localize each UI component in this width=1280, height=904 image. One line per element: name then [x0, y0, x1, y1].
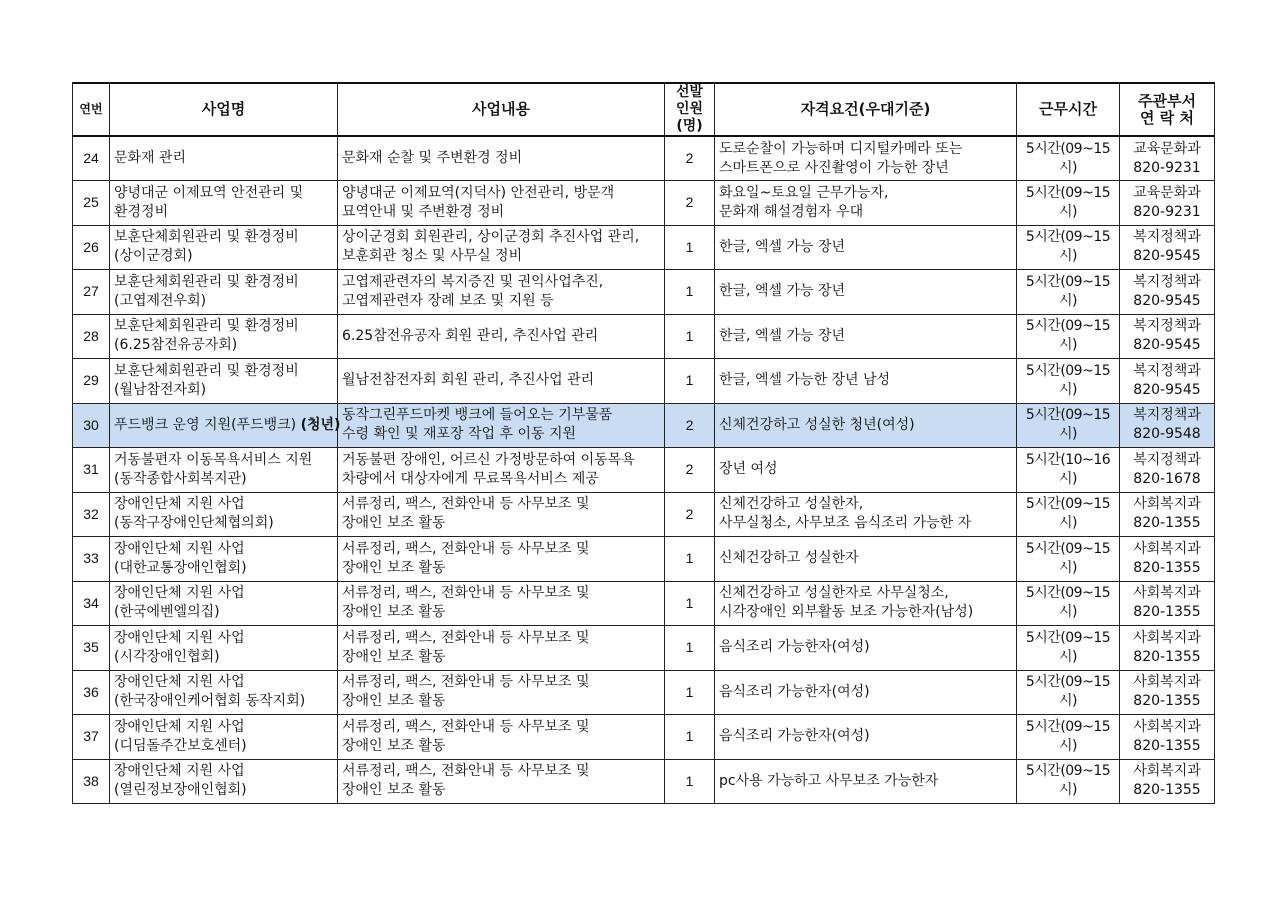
- project-description: [338, 403, 665, 448]
- project-name-line: 장애인단체 지원 사업: [114, 496, 245, 513]
- department-phone: 820-9231: [1133, 203, 1201, 220]
- row-number: 38: [73, 759, 110, 804]
- row-number: 25: [73, 181, 110, 226]
- project-description: [338, 626, 665, 671]
- description-line: 상이군경회 회원관리, 상이군경회 추진사업 관리,: [342, 229, 640, 246]
- project-name: [110, 136, 338, 181]
- department-name: 복지정책과: [1133, 273, 1201, 290]
- header-hours: 근무시간: [1017, 83, 1120, 136]
- project-name: [110, 670, 338, 715]
- table-row: [73, 225, 1215, 270]
- qualification: [715, 359, 1017, 404]
- project-name-line: (상이군경회): [114, 248, 193, 265]
- department-contact: [1120, 448, 1215, 493]
- header-count: 선발 인원 (명): [665, 83, 715, 136]
- table-row: [73, 359, 1215, 404]
- qualification-line: 한글, 엑셀 가능한 장년 남성: [719, 372, 891, 389]
- project-name-line: 보훈단체회원관리 및 환경정비: [114, 318, 299, 335]
- project-description: [338, 537, 665, 582]
- department-contact: [1120, 537, 1215, 582]
- description-line: 6.25참전유공자 회원 관리, 추진사업 관리: [342, 327, 599, 344]
- description-line: 묘역안내 및 주변환경 정비: [342, 203, 505, 220]
- project-description: [338, 181, 665, 226]
- department-phone: 820-1355: [1133, 604, 1201, 621]
- project-name-line: (열린정보장애인협회): [114, 782, 247, 799]
- selection-count: 1: [665, 759, 715, 804]
- description-line: 문화재 순찰 및 주변환경 정비: [342, 150, 523, 166]
- department-name: 교육문화과: [1133, 184, 1201, 201]
- header-no: 연번: [73, 83, 110, 136]
- work-hours: 5시간(09~15시): [1017, 759, 1120, 804]
- work-hours: 5시간(09~15시): [1017, 181, 1120, 226]
- selection-count: 2: [665, 181, 715, 226]
- description-line: 장애인 보조 활동: [342, 782, 446, 799]
- table-row: [73, 270, 1215, 315]
- youth-tag: (청년): [300, 416, 341, 433]
- table-row: [73, 181, 1215, 226]
- qualification: [715, 448, 1017, 493]
- department-name: 사회복지과: [1133, 585, 1201, 602]
- project-description: [338, 270, 665, 315]
- project-description: [338, 225, 665, 270]
- work-hours: 5시간(09~15시): [1017, 670, 1120, 715]
- department-phone: 820-9548: [1133, 426, 1201, 443]
- row-number: 32: [73, 492, 110, 537]
- department-name: 사회복지과: [1133, 763, 1201, 780]
- qualification-line: 신체건강하고 성실한자,: [719, 496, 864, 513]
- table-row: [73, 537, 1215, 582]
- project-name: [110, 314, 338, 359]
- qualification: [715, 626, 1017, 671]
- project-name: [110, 359, 338, 404]
- description-line: 서류정리, 팩스, 전화안내 등 사무보조 및: [342, 763, 590, 780]
- row-number: 28: [73, 314, 110, 359]
- selection-count: 1: [665, 359, 715, 404]
- description-line: 장애인 보조 활동: [342, 737, 446, 754]
- header-name: 사업명: [110, 83, 338, 136]
- row-number: 24: [73, 136, 110, 181]
- description-line: 보훈회관 청소 및 사무실 정비: [342, 248, 523, 265]
- department-name: 복지정책과: [1133, 362, 1201, 379]
- work-hours: 5시간(09~15시): [1017, 136, 1120, 181]
- department-phone: 820-1678: [1133, 470, 1201, 487]
- selection-count: 1: [665, 626, 715, 671]
- row-number: 27: [73, 270, 110, 315]
- project-name: [110, 403, 341, 448]
- project-name-line: 보훈단체회원관리 및 환경정비: [114, 229, 299, 246]
- project-description: [338, 670, 665, 715]
- project-name: [110, 181, 338, 226]
- work-hours: 5시간(09~15시): [1017, 314, 1120, 359]
- project-name: [110, 225, 338, 270]
- work-hours: 5시간(09~15시): [1017, 270, 1120, 315]
- project-name-line: 보훈단체회원관리 및 환경정비: [114, 362, 299, 379]
- description-line: 장애인 보조 활동: [342, 559, 446, 576]
- qualification-line: 문화재 해설경험자 우대: [719, 203, 864, 220]
- project-description: [338, 759, 665, 804]
- qualification-line: 사무실청소, 사무보조 음식조리 가능한 자: [719, 515, 972, 532]
- department-phone: 820-9545: [1133, 337, 1201, 354]
- department-name: 복지정책과: [1133, 318, 1201, 335]
- project-name: [110, 492, 338, 537]
- description-line: 서류정리, 팩스, 전화안내 등 사무보조 및: [342, 540, 590, 557]
- qualification: [715, 759, 1017, 804]
- work-hours: 5시간(09~15시): [1017, 715, 1120, 760]
- description-line: 서류정리, 팩스, 전화안내 등 사무보조 및: [342, 496, 590, 513]
- qualification: [715, 314, 1017, 359]
- project-name-line: (시각장애인협회): [114, 648, 220, 665]
- row-number: 34: [73, 581, 110, 626]
- work-hours: 5시간(09~15시): [1017, 492, 1120, 537]
- selection-count: 2: [665, 492, 715, 537]
- department-contact: [1120, 715, 1215, 760]
- project-name-line: 환경정비: [114, 203, 169, 220]
- project-description: [338, 492, 665, 537]
- project-description: [338, 359, 665, 404]
- project-name-line: [114, 416, 341, 435]
- qualification-line: 도로순찰이 가능하며 디지털카메라 또는: [719, 140, 963, 157]
- project-description: [338, 715, 665, 760]
- row-number: 35: [73, 626, 110, 671]
- department-name: 복지정책과: [1133, 407, 1201, 424]
- project-name-line: 보훈단체회원관리 및 환경정비: [114, 273, 299, 290]
- table-header-row: [73, 83, 1215, 136]
- project-name: [110, 537, 338, 582]
- qualification-line: 음식조리 가능한자(여성): [719, 639, 870, 656]
- work-hours: 5시간(09~15시): [1017, 403, 1120, 448]
- qualification: [715, 136, 1017, 181]
- project-name: [110, 626, 338, 671]
- department-name: 교육문화과: [1133, 140, 1201, 157]
- department-name: 복지정책과: [1133, 451, 1201, 468]
- description-line: 서류정리, 팩스, 전화안내 등 사무보조 및: [342, 629, 590, 646]
- qualification: [715, 270, 1017, 315]
- qualification: [715, 492, 1017, 537]
- qualification-line: 장년 여성: [719, 461, 778, 478]
- project-description: [338, 581, 665, 626]
- project-name-line: 장애인단체 지원 사업: [114, 629, 245, 646]
- project-name-line: (디딤돌주간보호센터): [114, 737, 247, 754]
- department-phone: 820-1355: [1133, 515, 1201, 532]
- project-name-line: (동작구장애인단체협의회): [114, 515, 274, 532]
- project-name-line: (대한교통장애인협회): [114, 559, 247, 576]
- work-hours: 5시간(09~15시): [1017, 581, 1120, 626]
- selection-count: 1: [665, 581, 715, 626]
- qualification-line: pc사용 가능하고 사무보조 가능한자: [719, 772, 939, 789]
- description-line: 서류정리, 팩스, 전화안내 등 사무보조 및: [342, 585, 590, 602]
- department-phone: 820-9545: [1133, 292, 1201, 309]
- department-name: 복지정책과: [1133, 229, 1201, 246]
- project-name: [110, 581, 338, 626]
- table-row: [73, 581, 1215, 626]
- department-phone: 820-1355: [1133, 693, 1201, 710]
- qualification: [715, 181, 1017, 226]
- description-line: 장애인 보조 활동: [342, 515, 446, 532]
- work-hours: 5시간(09~15시): [1017, 626, 1120, 671]
- department-phone: 820-1355: [1133, 559, 1201, 576]
- job-table: [72, 82, 1215, 804]
- department-name: 사회복지과: [1133, 496, 1201, 513]
- project-name-line: 양녕대군 이제묘역 안전관리 및: [114, 184, 304, 201]
- department-contact: [1120, 314, 1215, 359]
- department-contact: [1120, 270, 1215, 315]
- selection-count: 1: [665, 670, 715, 715]
- description-line: 장애인 보조 활동: [342, 604, 446, 621]
- project-description: [338, 136, 665, 181]
- department-contact: [1120, 403, 1215, 448]
- department-phone: 820-1355: [1133, 737, 1201, 754]
- qualification-line: 신체건강하고 성실한자로 사무실청소,: [719, 585, 949, 602]
- qualification-line: 시각장애인 외부활동 보조 가능한자(남성): [719, 604, 974, 621]
- selection-count: 1: [665, 225, 715, 270]
- department-contact: [1120, 581, 1215, 626]
- qualification-line: 음식조리 가능한자(여성): [719, 728, 870, 745]
- table-row: [73, 492, 1215, 537]
- department-contact: [1120, 759, 1215, 804]
- project-name-line: 문화재 관리: [114, 150, 187, 166]
- description-line: 장애인 보조 활동: [342, 648, 446, 665]
- project-name: [110, 270, 338, 315]
- row-number: 31: [73, 448, 110, 493]
- project-name: [110, 715, 338, 760]
- department-name: 사회복지과: [1133, 718, 1201, 735]
- project-name-line: 장애인단체 지원 사업: [114, 763, 245, 780]
- department-name: 사회복지과: [1133, 629, 1201, 646]
- table-row: [73, 314, 1215, 359]
- department-contact: [1120, 225, 1215, 270]
- qualification-line: 신체건강하고 성실한자: [719, 550, 859, 567]
- selection-count: 2: [665, 448, 715, 493]
- project-name-line: (동작종합사회복지관): [114, 470, 247, 487]
- department-name: 사회복지과: [1133, 674, 1201, 691]
- description-line: 동작그린푸드마켓 뱅크에 들어오는 기부물품: [342, 407, 613, 424]
- qualification: [715, 670, 1017, 715]
- department-phone: 820-9231: [1133, 159, 1201, 176]
- qualification-line: 화요일~토요일 근무가능자,: [719, 184, 889, 201]
- row-number: 36: [73, 670, 110, 715]
- qualification-line: 한글, 엑셀 가능 장년: [719, 238, 845, 255]
- department-contact: [1120, 181, 1215, 226]
- header-desc: 사업내용: [338, 83, 665, 136]
- project-name-line: (고엽제전우회): [114, 292, 207, 309]
- work-hours: 5시간(09~15시): [1017, 359, 1120, 404]
- qualification: [715, 403, 1017, 448]
- department-phone: 820-1355: [1133, 648, 1201, 665]
- description-line: 서류정리, 팩스, 전화안내 등 사무보조 및: [342, 674, 590, 691]
- header-qual: 자격요건(우대기준): [715, 83, 1017, 136]
- work-hours: 5시간(09~15시): [1017, 537, 1120, 582]
- description-line: 수령 확인 및 재포장 작업 후 이동 지원: [342, 426, 577, 443]
- project-name-line: 장애인단체 지원 사업: [114, 718, 245, 735]
- project-description: [338, 314, 665, 359]
- department-contact: [1120, 492, 1215, 537]
- qualification-line: 한글, 엑셀 가능 장년: [719, 283, 845, 300]
- department-contact: [1120, 359, 1215, 404]
- selection-count: 1: [665, 314, 715, 359]
- row-number: 37: [73, 715, 110, 760]
- work-hours: 5시간(09~15시): [1017, 225, 1120, 270]
- project-name-line: 장애인단체 지원 사업: [114, 540, 245, 557]
- project-name-line: (6.25참전유공자회): [114, 337, 238, 354]
- project-name-line: 거동불편자 이동목욕서비스 지원: [114, 451, 313, 468]
- project-name-line: (한국에벤엘의집): [114, 604, 220, 621]
- table-row: [73, 715, 1215, 760]
- project-name-line: (한국장애인케어협회 동작지회): [114, 693, 306, 710]
- qualification: [715, 537, 1017, 582]
- selection-count: 1: [665, 715, 715, 760]
- row-number: 30: [73, 403, 110, 448]
- department-name: 사회복지과: [1133, 540, 1201, 557]
- selection-count: 1: [665, 537, 715, 582]
- project-description: [338, 448, 665, 493]
- project-name-line: 장애인단체 지원 사업: [114, 674, 245, 691]
- description-line: 월남전참전자회 회원 관리, 추진사업 관리: [342, 372, 595, 389]
- row-number: 26: [73, 225, 110, 270]
- table-row: [73, 448, 1215, 493]
- project-name-text: 푸드뱅크 운영 지원(푸드뱅크): [114, 416, 297, 433]
- selection-count: 2: [665, 136, 715, 181]
- department-contact: [1120, 626, 1215, 671]
- project-name-line: (월남참전자회): [114, 381, 207, 398]
- description-line: 서류정리, 팩스, 전화안내 등 사무보조 및: [342, 718, 590, 735]
- row-number: 29: [73, 359, 110, 404]
- qualification: [715, 715, 1017, 760]
- row-number: 33: [73, 537, 110, 582]
- qualification-line: 한글, 엑셀 가능 장년: [719, 327, 845, 344]
- description-line: 고엽제관련자 장례 보조 및 지원 등: [342, 292, 554, 309]
- description-line: 양녕대군 이제묘역(지덕사) 안전관리, 방문객: [342, 184, 615, 201]
- selection-count: 1: [665, 270, 715, 315]
- department-phone: 820-9545: [1133, 248, 1201, 265]
- description-line: 장애인 보조 활동: [342, 693, 446, 710]
- description-line: 거동불편 장애인, 어르신 가정방문하여 이동목욕: [342, 451, 635, 468]
- project-name: [110, 759, 338, 804]
- department-phone: 820-1355: [1133, 782, 1201, 799]
- qualification: [715, 581, 1017, 626]
- work-hours: 5시간(10~16시): [1017, 448, 1120, 493]
- table-row: [73, 626, 1215, 671]
- description-line: 차량에서 대상자에게 무료목욕서비스 제공: [342, 470, 599, 487]
- qualification-line: 스마트폰으로 사진촬영이 가능한 장년: [719, 159, 949, 176]
- table-row: [73, 670, 1215, 715]
- qualification: [715, 225, 1017, 270]
- description-line: 고엽제관련자의 복지증진 및 권익사업추진,: [342, 273, 604, 290]
- table-row: [73, 136, 1215, 181]
- department-contact: [1120, 136, 1215, 181]
- department-contact: [1120, 670, 1215, 715]
- header-dept: 주관부서 연 락 처: [1120, 83, 1215, 136]
- project-name-line: 장애인단체 지원 사업: [114, 585, 245, 602]
- project-name: [110, 448, 338, 493]
- department-phone: 820-9545: [1133, 381, 1201, 398]
- table-row: [73, 403, 1215, 448]
- qualification-line: 신체건강하고 성실한 청년(여성): [719, 416, 915, 433]
- selection-count: 2: [665, 403, 715, 448]
- qualification-line: 음식조리 가능한자(여성): [719, 683, 870, 700]
- table-row: [73, 759, 1215, 804]
